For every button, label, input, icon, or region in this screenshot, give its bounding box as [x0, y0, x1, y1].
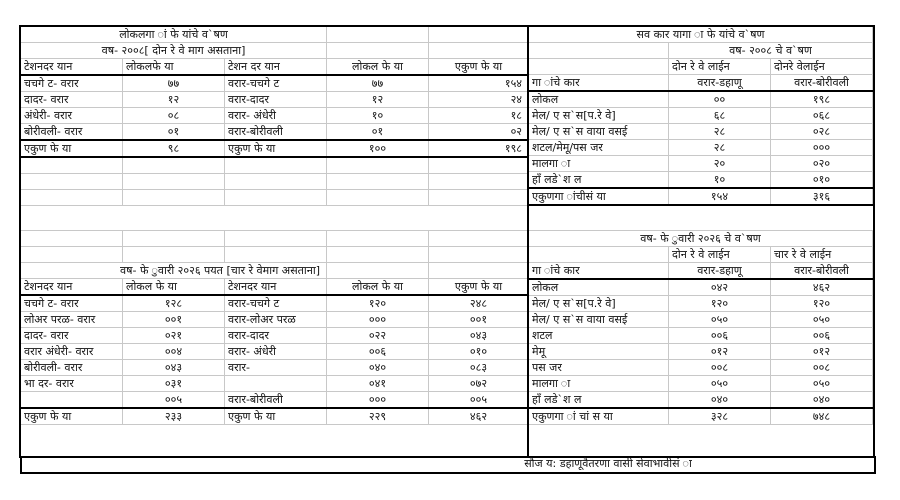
total-row: एकुणगा ां चां स या ३२८ ७४८: [529, 408, 873, 425]
table-row: पस जर ००८ ००८: [529, 360, 873, 376]
source-text: सौज य: डहाणूवैतरणा वासी सेवाभावीसं ा: [524, 457, 692, 470]
right-bottom-table: [528, 230, 872, 425]
left-top-subtitle: वष- २००८[ दोन रे वे माग असताना]: [21, 43, 327, 59]
table-row: दादर- वरार १२ वरार-दादर १२ २४: [21, 92, 529, 108]
column-header: वरार-डहाणू: [669, 75, 771, 92]
column-header: वरार-बोरीवली: [771, 75, 873, 92]
header-row: [529, 59, 873, 75]
table-row: अंधेरी- वरार ०८ वरार- अंधेरी १० १८: [21, 108, 529, 124]
table-row: मेल/ ए स`स[प.रे वे] ६८ ०६८: [529, 108, 873, 124]
table-row: मेमू ०१२ ०१२: [529, 344, 873, 360]
right-top-subtitle: वष- २००८ चे व`षण: [669, 43, 873, 59]
table-row: ००५ वरार-बोरीवली ००० ००५: [21, 392, 529, 409]
column-header: लोकलफे या: [123, 59, 225, 76]
table-row: बोरीवली- वरार ०४३ वरार- ०४० ०८३: [21, 360, 529, 376]
right-bottom-subtitle: वष- फे ुवारी २०२६ चे व`षण: [529, 231, 873, 247]
header-row: [529, 247, 873, 263]
left-top-table: [20, 26, 528, 206]
column-header: टेशन दर यान: [225, 59, 327, 76]
table-row: चचगे ट- वरार ७७ वरार-चचगे ट ७७ १५४: [21, 75, 529, 92]
column-header: दोन रे वे लाईन: [669, 59, 771, 75]
right-top-title: सव कार यागा ा फे यांचे व`षण: [529, 27, 873, 43]
column-header: एकुण फे या: [429, 279, 529, 296]
header-row: [529, 75, 873, 92]
column-header: लोकल फे या: [123, 279, 225, 296]
table-row: मेल/ ए स`स[प.रे वे] १२० १२०: [529, 296, 873, 312]
table-row: भा दर- वरार ०३१ ०४१ ०७२: [21, 376, 529, 392]
table-row: मालगा ा २० ०२०: [529, 156, 873, 172]
column-header: वरार-डहाणू: [669, 263, 771, 280]
table-row: लोकल ०० १९८: [529, 91, 873, 108]
table-row: शटल/मेमू/पस जर २८ ०००: [529, 140, 873, 156]
header-row: [21, 59, 529, 76]
left-bottom-subtitle: वष- फे ुवारी २०२६ पयत [चार रे वेमाग असताना]: [21, 263, 327, 279]
table-row: दादर- वरार ०२१ वरार-दादर ०२२ ०४३: [21, 328, 529, 344]
table-row: बोरीवली- वरार ०१ वरार-बोरीवली ०१ ०२: [21, 124, 529, 141]
column-header: दोनरे वेलाईन: [771, 59, 873, 75]
table-row: शटल ००६ ००६: [529, 328, 873, 344]
column-header: टेशनदर यान: [21, 279, 123, 296]
left-top-title: लोकलगा ां फे यांचे व`षण: [21, 27, 327, 43]
total-row: एकुणगा ांचीसं या १५४ ३१६: [529, 188, 873, 205]
table-row: मेल/ ए स`स वाया वसई ०५० ०५०: [529, 312, 873, 328]
column-header: दोन रे वे लाईन: [669, 247, 771, 263]
table-row: हाँ लडे`श ल ०४० ०४०: [529, 392, 873, 409]
column-header: चार रे वे लाईन: [771, 247, 873, 263]
column-header: गा ांचे कार: [529, 263, 669, 280]
total-row: एकुण फे या २३३ एकुण फे या २२९ ४६२: [21, 408, 529, 425]
table-row: वरार अंधेरी- वरार ००४ वरार- अंधेरी ००६ ०१०: [21, 344, 529, 360]
total-row: एकुण फे या ९८ एकुण फे या १०० १९८: [21, 140, 529, 157]
column-header: एकुण फे या: [429, 59, 529, 76]
right-top-table: [528, 26, 872, 206]
table-row: चचगे ट- वरार १२८ वरार-चचगे ट १२० २४८: [21, 295, 529, 312]
column-header: टेशनदर यान: [21, 59, 123, 76]
column-header: गा ांचे कार: [529, 75, 669, 92]
table-row: हाँ लडे`श ल १० ०१०: [529, 172, 873, 189]
column-header: वरार-बोरीवली: [771, 263, 873, 280]
source-footer: [20, 456, 876, 474]
column-header: टेशनदर यान: [225, 279, 327, 296]
table-row: लोअर परळ- वरार ००१ वरार-लोअर परळ ००० ००१: [21, 312, 529, 328]
table-row: लोकल ०४२ ४६२: [529, 279, 873, 296]
column-header: लोकल फे या: [327, 279, 429, 296]
header-row: [529, 263, 873, 280]
header-row: [21, 279, 529, 296]
left-bottom-table: [20, 230, 528, 425]
table-row: मालगा ा ०५० ०५०: [529, 376, 873, 392]
table-row: मेल/ ए स`स वाया वसई २८ ०२८: [529, 124, 873, 140]
center-divider: [527, 25, 529, 456]
column-header: लोकल फे या: [327, 59, 429, 76]
